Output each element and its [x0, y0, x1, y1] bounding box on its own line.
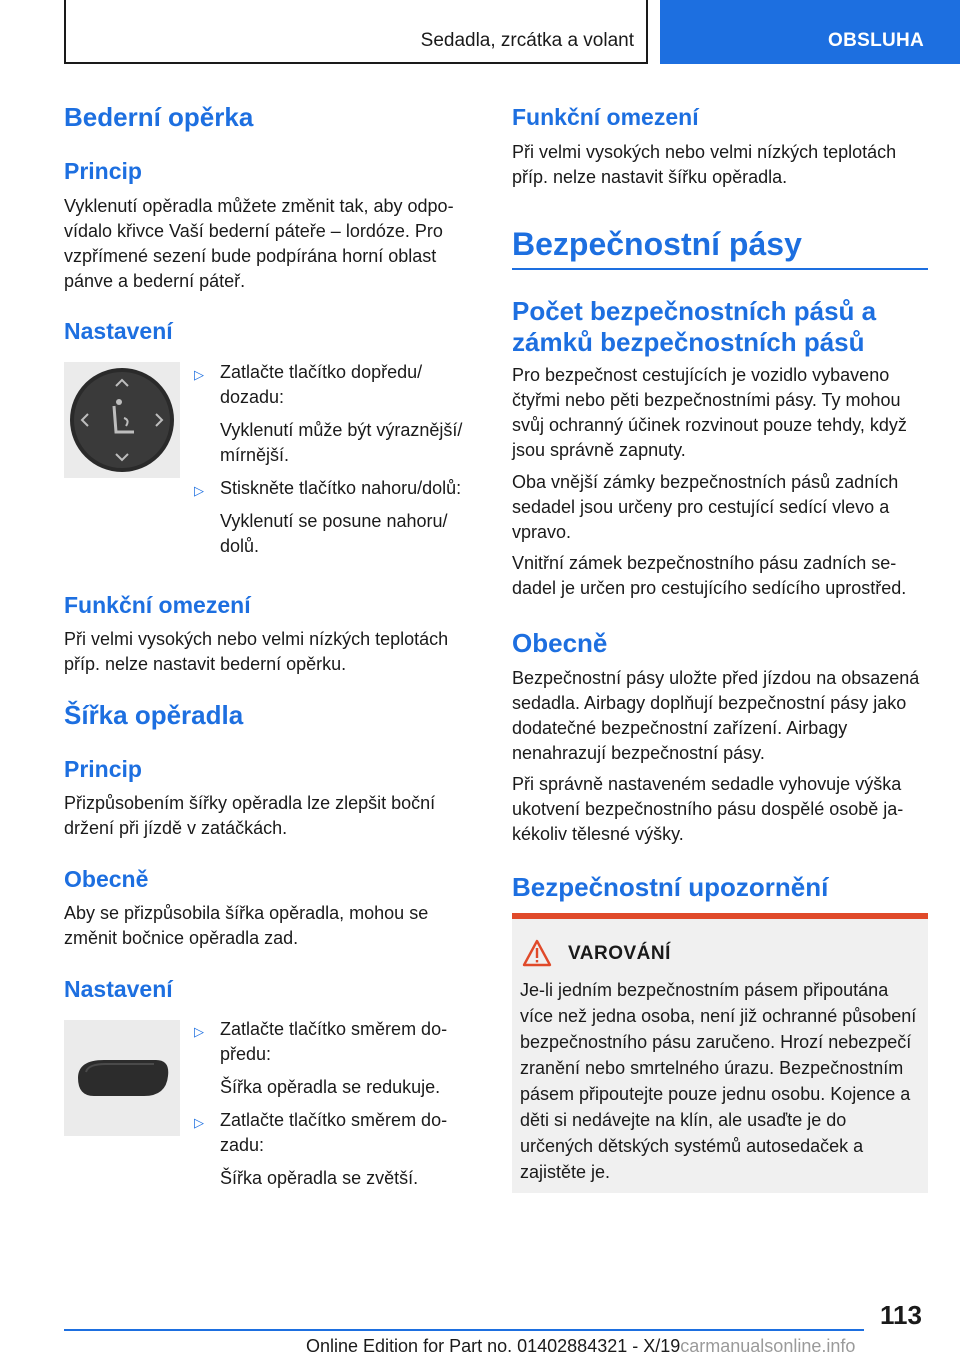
- footer-edition: [306, 1336, 855, 1357]
- footer-edition-text: Online Edition for Part no. 01402884321 - X/19: [306, 1336, 681, 1356]
- width-step-1: [192, 1017, 474, 1067]
- width-step-2-text: Zatlačte tlačítko směrem dozadu:: [220, 1110, 448, 1155]
- lumbar-step-1: [192, 360, 474, 410]
- header-section-box: [64, 0, 648, 64]
- width-setting-title: Nastavení: [64, 976, 173, 1002]
- safety-notes-title: Bezpečnostní upozornění: [512, 872, 829, 902]
- width-step-1-text: Zatlačte tlačítko směrem dopředu:: [220, 1019, 448, 1064]
- triangle-right-icon: ▷: [194, 1024, 204, 1039]
- lumbar-principle-title: Princip: [64, 158, 142, 184]
- footer-rule: [64, 1329, 864, 1331]
- width-step-2-result: Šířka opěradla se zvětší.: [220, 1168, 419, 1188]
- page-number: 113: [880, 1300, 922, 1330]
- width-control-icon: [64, 1020, 180, 1136]
- width-general-title: Obecně: [64, 866, 149, 892]
- belt-general-p1: Bezpečnostní pásy uložte před jízdou na obsazená sedadla. Airbagy doplňují bezpečnostní pásy jako dodatečné bezpečnostní zařízení. Airbagy nenahrazují bezpečnostní pásy.: [512, 668, 920, 763]
- triangle-right-icon: ▷: [194, 483, 204, 498]
- triangle-right-icon: ▷: [194, 367, 204, 382]
- footer-watermark: carmanualsonline.info: [680, 1336, 856, 1356]
- belt-count-p3: Vnitřní zámek bezpečnostního pásu zadních sedadel je určen pro cestujícího sedícího uprostřed.: [512, 553, 907, 598]
- lumbar-step-1-result: Vyklenutí může být výraznější/ mírnější.: [220, 420, 463, 465]
- width-steps: [192, 1017, 474, 1199]
- lumbar-limit-title: Funkční omezení: [64, 592, 251, 618]
- width-step-2: [192, 1108, 474, 1158]
- width-principle-title: Princip: [64, 756, 142, 782]
- lumbar-title: Bederní opěrka: [64, 102, 254, 132]
- belts-title: Bezpečnostní pásy: [512, 226, 802, 262]
- width-title: Šířka opěradla: [64, 700, 244, 730]
- lumbar-control-image: [64, 362, 180, 478]
- belt-general-p2: Při správně nastaveném sedadle vyhovuje výška ukotvení bezpečnostního pásu dospělé osobě jakékoliv tělesné výšky.: [512, 774, 904, 844]
- triangle-right-icon: ▷: [194, 1115, 204, 1130]
- warning-title: VAROVÁNÍ: [568, 943, 671, 964]
- header-chapter-tab: [660, 0, 960, 64]
- header-chapter-label: OBSLUHA: [828, 30, 925, 51]
- header-section-title: Sedadla, zrcátka a volant: [420, 30, 634, 51]
- lumbar-step-2: [192, 476, 474, 501]
- lumbar-step-1-text: Zatlačte tlačítko dopředu/ dozadu:: [220, 362, 423, 407]
- lumbar-setting-title: Nastavení: [64, 318, 173, 344]
- warning-triangle-icon: [522, 939, 552, 967]
- width-limit-title: Funkční omezení: [512, 104, 699, 130]
- lumbar-step-2-result: Vyklenutí se posune nahoru/ dolů.: [220, 511, 448, 556]
- belt-count-p1: Pro bezpečnost cestujících je vozidlo vybaveno čtyřmi nebo pěti bezpečnostními pásy. Ty mohou svůj ochranný účinek rozvinout pouze tehdy, když jsou správně zapnuty.: [512, 365, 907, 460]
- lumbar-control-icon: [64, 362, 180, 478]
- width-principle-text: Přizpůsobením šířky opěradla lze zlepšit boční držení při jízdě v zatáčkách.: [64, 793, 436, 838]
- belt-general-title: Obecně: [512, 628, 608, 658]
- width-step-1-result: Šířka opěradla se redukuje.: [220, 1077, 441, 1097]
- lumbar-principle-text: Vyklenutí opěradla můžete změnit tak, aby odpovídalo křivce Vaší bederní páteře – lordóze. Pro vzpřímené sezení bude podpírána horní oblast pánve a bederní páteř.: [64, 196, 454, 291]
- belt-count-p2: Oba vnější zámky bezpečnostních pásů zadních sedadel jsou určeny pro cestující sedící vlevo a vpravo.: [512, 472, 899, 542]
- belt-count-title: Počet bezpečnostních pásů a zámků bezpečnostních pásů: [512, 296, 877, 357]
- warning-box: [512, 913, 928, 1193]
- warning-text: Je-li jedním bezpečnostním pásem připoutána více než jedna osoba, není již ochranné působení bezpečnostního pásu zaručeno. Hrozí nebezpečí zranění nebo smrtelného úrazu. Bezpečnostním pásem připoutejte pouze jednu osobu. Kojence a děti si nedávejte na klín, ale usaďte je do určených dětských systémů autosedaček a zajistěte je.: [520, 980, 917, 1182]
- width-general-text: Aby se přizpůsobila šířka opěradla, mohou se změnit bočnice opěradla zad.: [64, 903, 429, 948]
- width-limit-text: Při velmi vysokých nebo velmi nízkých teplotách příp. nelze nastavit šířku opěradla.: [512, 142, 897, 187]
- belts-title-rule: [512, 268, 928, 270]
- lumbar-step-2-text: Stiskněte tlačítko nahoru/dolů:: [220, 478, 462, 498]
- width-control-image: [64, 1020, 180, 1136]
- lumbar-steps: [192, 360, 474, 567]
- lumbar-limit-text: Při velmi vysokých nebo velmi nízkých teplotách příp. nelze nastavit bederní opěrku.: [64, 629, 449, 674]
